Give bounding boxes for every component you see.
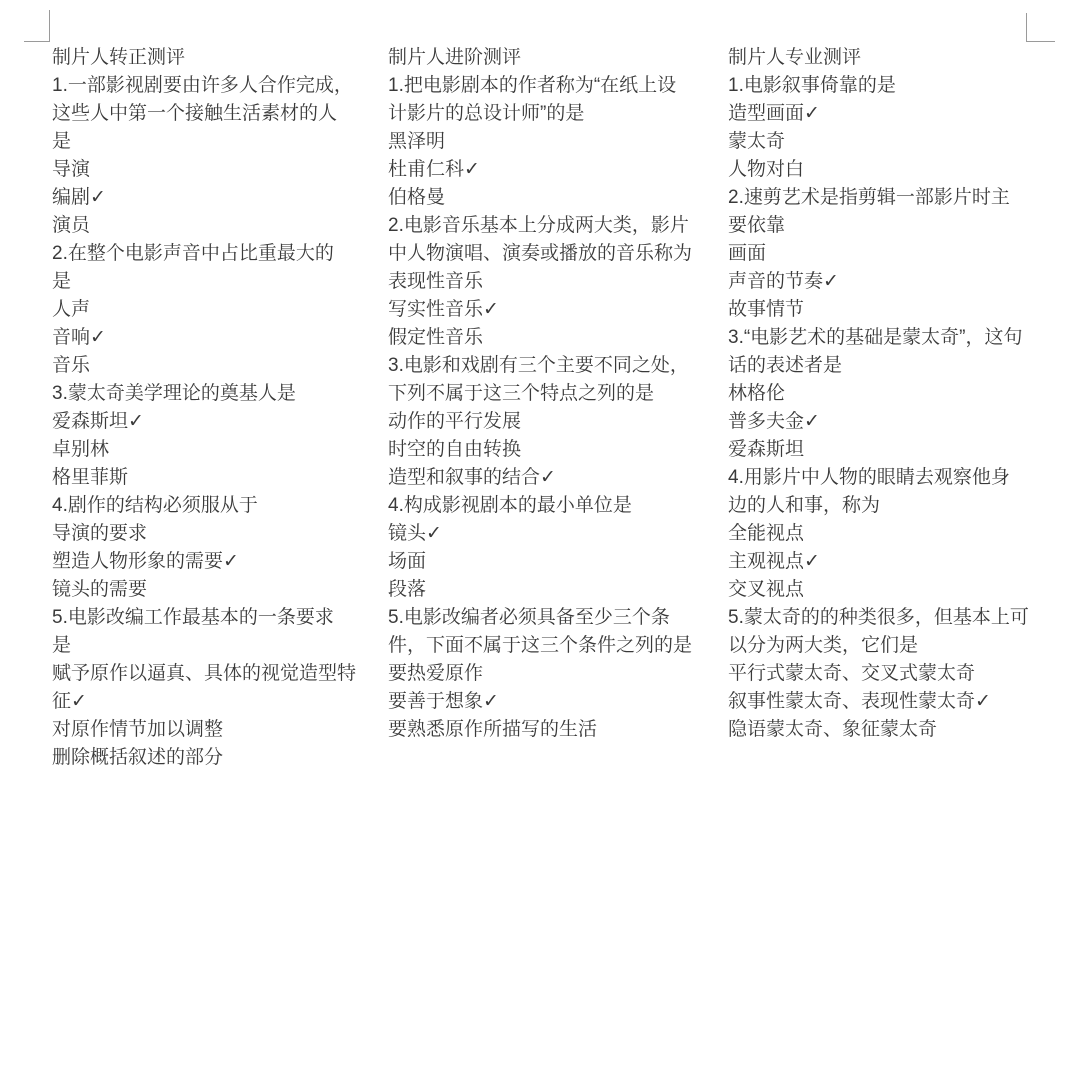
text-line: 编剧✓ [52,187,106,208]
text-line: 2.电影音乐基本上分成两大类，影片 [388,215,689,236]
column-title: 制片人进阶测评 [388,47,522,68]
text-line: 时空的自由转换 [388,439,522,460]
text-line: 5.电影改编者必须具备至少三个条 [388,607,670,628]
text-line: 表现性音乐 [388,271,484,292]
text-line: 隐语蒙太奇、象征蒙太奇 [728,719,938,740]
text-line: 林格伦 [728,383,786,404]
column-lines [388,72,730,744]
column-lines [52,72,394,772]
quiz-column-producer-professional [728,44,1070,744]
text-line: 3.电影和戏剧有三个主要不同之处， [388,355,689,376]
text-line: 蒙太奇 [728,131,786,152]
text-line: 全能视点 [728,523,805,544]
text-line: 1.把电影剧本的作者称为“在纸上设 [388,75,677,96]
text-line: 人声 [52,299,91,320]
text-line: 画面 [728,243,767,264]
text-line: 导演 [52,159,91,180]
column-lines [728,72,1070,744]
text-line: 要熟悉原作所描写的生活 [388,719,598,740]
text-line: 伯格曼 [388,187,446,208]
text-line: 删除概括叙述的部分 [52,747,224,768]
text-line: 2.速剪艺术是指剪辑一部影片时主 [728,187,1010,208]
text-line: 造型和叙事的结合✓ [388,467,556,488]
text-line: 2.在整个电影声音中占比重最大的 [52,243,334,264]
text-line: 1.电影叙事倚靠的是 [728,75,896,96]
text-line: 4.剧作的结构必须服从于 [52,495,258,516]
text-line: 写实性音乐✓ [388,299,499,320]
text-line: 话的表述者是 [728,355,843,376]
text-line: 卓别林 [52,439,110,460]
text-line: 下列不属于这三个特点之列的是 [388,383,655,404]
text-line: 4.用影片中人物的眼睛去观察他身 [728,467,1010,488]
page-corner-mark-top-right-icon [1026,13,1055,42]
text-line: 爱森斯坦✓ [52,411,144,432]
text-line: 格里菲斯 [52,467,129,488]
text-line: 镜头✓ [388,523,442,544]
quiz-column-producer-regularization [52,44,394,772]
text-line: 3.“电影艺术的基础是蒙太奇”，这句 [728,327,1023,348]
page-corner-mark-top-left-icon [24,10,50,42]
text-line: 平行式蒙太奇、交叉式蒙太奇 [728,663,976,684]
column-title: 制片人转正测评 [52,47,186,68]
text-line: 对原作情节加以调整 [52,719,224,740]
text-line: 边的人和事，称为 [728,495,881,516]
quiz-column-producer-advanced [388,44,730,744]
text-line: 以分为两大类，它们是 [728,635,919,656]
text-line: 假定性音乐 [388,327,484,348]
text-line: 这些人中第一个接触生活素材的人 [52,103,338,124]
text-line: 爱森斯坦 [728,439,805,460]
text-line: 交叉视点 [728,579,805,600]
text-line: 是 [52,271,72,292]
text-line: 件，下面不属于这三个条件之列的是 [388,635,693,656]
text-line: 是 [52,635,72,656]
text-line: 叙事性蒙太奇、表现性蒙太奇✓ [728,691,991,712]
text-line: 场面 [388,551,427,572]
text-line: 要热爱原作 [388,663,484,684]
text-line: 段落 [388,579,427,600]
text-line: 演员 [52,215,91,236]
text-line: 要善于想象✓ [388,691,499,712]
text-line: 杜甫仁科✓ [388,159,480,180]
text-line: 动作的平行发展 [388,411,522,432]
text-line: 音乐 [52,355,91,376]
column-title: 制片人专业测评 [728,47,862,68]
text-line: 主观视点✓ [728,551,820,572]
text-line: 3.蒙太奇美学理论的奠基人是 [52,383,296,404]
text-line: 人物对白 [728,159,805,180]
text-line: 塑造人物形象的需要✓ [52,551,239,572]
text-line: 计影片的总设计师”的是 [388,103,585,124]
text-line: 音响✓ [52,327,106,348]
text-line: 征✓ [52,691,87,712]
text-line: 声音的节奏✓ [728,271,839,292]
text-line: 镜头的需要 [52,579,148,600]
text-line: 5.蒙太奇的的种类很多，但基本上可 [728,607,1029,628]
text-line: 赋予原作以逼真、具体的视觉造型特 [52,663,357,684]
text-line: 黑泽明 [388,131,446,152]
text-line: 是 [52,131,72,152]
text-line: 中人物演唱、演奏或播放的音乐称为 [388,243,693,264]
text-line: 造型画面✓ [728,103,820,124]
text-line: 5.电影改编工作最基本的一条要求 [52,607,334,628]
text-line: 要依靠 [728,215,786,236]
text-line: 普多夫金✓ [728,411,820,432]
text-line: 1.一部影视剧要由许多人合作完成， [52,75,353,96]
text-line: 故事情节 [728,299,805,320]
text-line: 4.构成影视剧本的最小单位是 [388,495,632,516]
text-line: 导演的要求 [52,523,148,544]
